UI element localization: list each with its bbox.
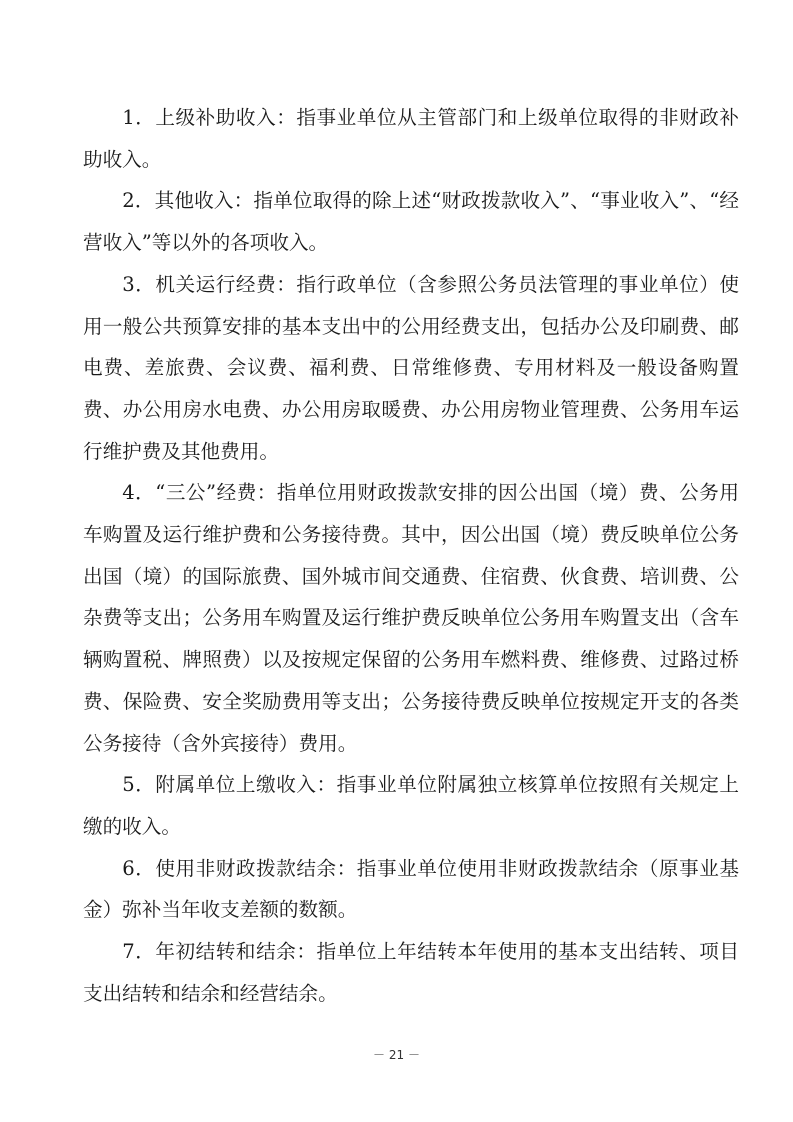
page-number: － 21 － bbox=[373, 1048, 420, 1062]
document-body bbox=[83, 97, 739, 1014]
paragraph-superior-subsidy-income: 1．上级补助收入：指事业单位从主管部门和上级单位取得的非财政补助收入。 bbox=[83, 106, 739, 171]
paragraph-other-income: 2．其他收入：指单位取得的除上述“财政拨款收入”、“事业收入”、“经营收入”等以外的各项收入。 bbox=[83, 189, 739, 255]
paragraph-agency-operating-expenses: 3．机关运行经费：指行政单位（含参照公务员法管理的事业单位）使用一般公共预算安排的基本支出中的公用经费支出，包括办公及印刷费、邮电费、差旅费、会议费、福利费、日常维修费、专用材料及一般设备购置费、办公用房水电费、办公用房取暖费、办公用房物业管理费、公务用车运行维护费及其他费用。 bbox=[83, 272, 739, 463]
paragraph-non-fiscal-balance-use: 6．使用非财政拨款结余：指事业单位使用非财政拨款结余（原事业基金）弥补当年收支差额的数额。 bbox=[83, 856, 739, 922]
paragraph-carryover-and-balance: 7．年初结转和结余：指单位上年结转本年使用的基本支出结转、项目支出结转和结余和经营结余。 bbox=[83, 940, 739, 1005]
paragraph-affiliated-unit-income: 5．附属单位上缴收入：指事业单位附属独立核算单位按照有关规定上缴的收入。 bbox=[83, 773, 739, 838]
paragraph-three-public-expenses: 4．“三公”经费：指单位用财政拨款安排的因公出国（境）费、公务用车购置及运行维护费和公务接待费。其中，因公出国（境）费反映单位公务出国（境）的国际旅费、国外城市间交通费、住宿费、伙食费、培训费、公杂费等支出；公务用车购置及运行维护费反映单位公务用车购置支出（含车辆购置税、牌照费）以及按规定保留的公务用车燃料费、维修费、过路过桥费、保险费、安全奖励费用等支出；公务接待费反映单位按规定开支的各类公务接待（含外宾接待）费用。 bbox=[83, 481, 739, 755]
